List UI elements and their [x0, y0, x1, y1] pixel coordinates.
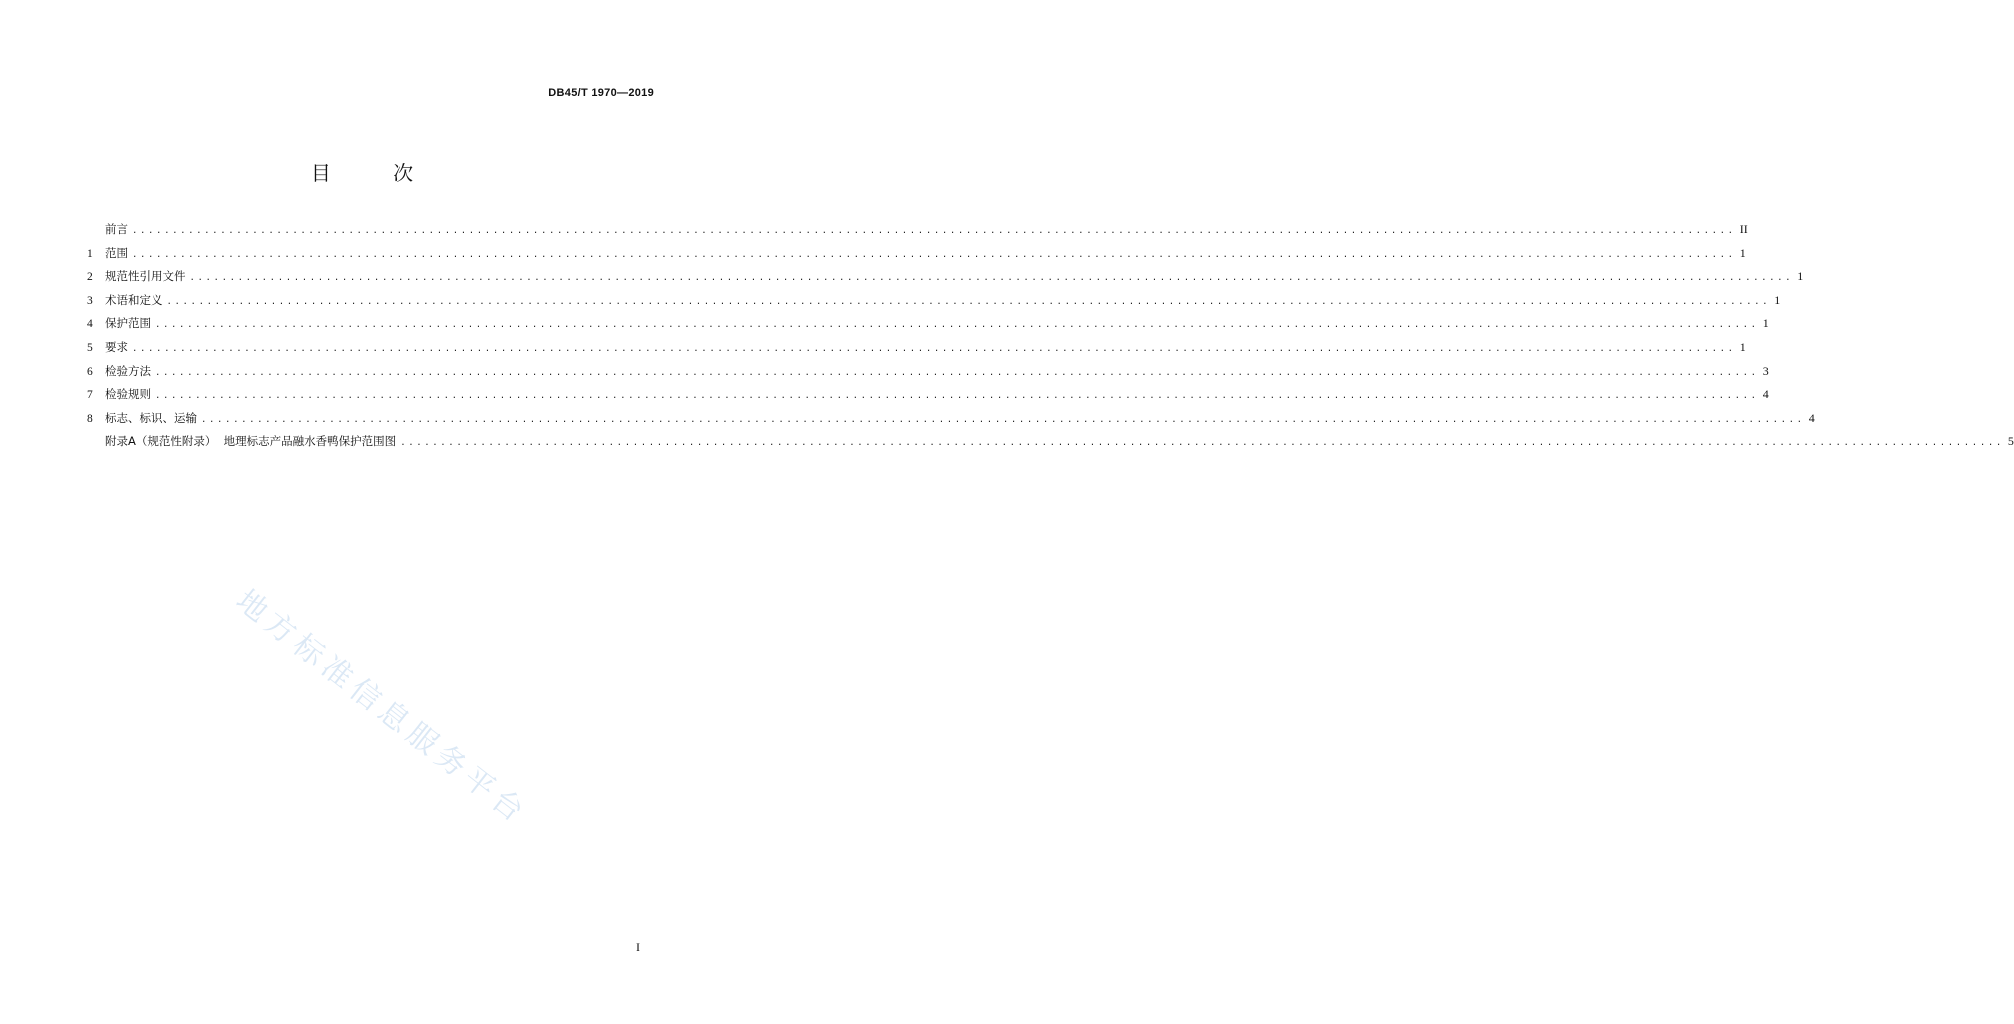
toc-entry-title: 标志、标识、运输: [105, 410, 197, 425]
toc-entry-page: 1: [1797, 269, 1804, 284]
toc-entry-number: 1: [87, 247, 93, 260]
toc-leader-dots: ........................................................................................................................................................................................................: [132, 226, 1736, 236]
watermark: 地方标准信息服务平台: [229, 583, 535, 833]
toc-entry-annex-a[interactable]: [87, 430, 2014, 454]
toc-entry-title: 范围: [105, 245, 128, 260]
toc-entry-page: 1: [1762, 316, 1769, 331]
toc-entry-number: 8: [87, 412, 93, 425]
toc-entry-foreword[interactable]: [87, 218, 1748, 242]
toc-entry-requirements[interactable]: [87, 336, 1746, 360]
toc-entry-scope[interactable]: [87, 242, 1746, 266]
toc-entry-title: 检验方法: [105, 363, 151, 378]
toc-entry-page: 4: [1762, 387, 1769, 402]
toc-entry-number: 7: [87, 389, 93, 402]
page-number: I: [636, 940, 640, 954]
toc-entry-title: 术语和定义: [105, 292, 163, 307]
toc-entry-page: 1: [1739, 339, 1746, 354]
toc-entry-title: 要求: [105, 339, 128, 354]
toc-entry-title: 保护范围: [105, 316, 151, 331]
toc-entry-page: 4: [1808, 410, 1815, 425]
toc-entry-number: 3: [87, 294, 93, 307]
toc-entry-inspection-rules[interactable]: [87, 383, 1769, 407]
toc-leader-dots: ........................................................................................................................................................................................................: [166, 296, 1771, 307]
toc-entry-protection-scope[interactable]: [87, 312, 1769, 336]
toc-entry-normative-references[interactable]: [87, 265, 1804, 289]
toc-entry-number: 6: [87, 365, 93, 378]
toc-entry-page: 3: [1762, 363, 1769, 378]
toc-entry-number: 2: [87, 271, 93, 284]
table-of-contents: [87, 218, 2014, 454]
toc-leader-dots: ........................................................................................................................................................................................................: [201, 414, 1805, 425]
toc-entry-title: 规范性引用文件: [105, 269, 186, 284]
toc-entry-title: 前言: [105, 222, 128, 236]
toc-entry-number: 4: [87, 318, 93, 331]
toc-leader-dots: ........................................................................................................................................................................................................: [155, 391, 1759, 402]
toc-entry-page: 5: [2007, 434, 2014, 449]
toc-entry-page: 1: [1774, 292, 1781, 307]
toc-entry-terms-definitions[interactable]: [87, 289, 1781, 313]
toc-leader-dots: ........................................................................................................................................................................................................: [155, 320, 1759, 331]
toc-leader-dots: ........................................................................................................................................................................................................: [132, 249, 1736, 260]
toc-leader-dots: ........................................................................................................................................................................................................: [400, 438, 2004, 449]
toc-leader-dots: ........................................................................................................................................................................................................: [132, 343, 1736, 354]
toc-title: 目 次: [310, 161, 442, 185]
standard-code: DB45/T 1970—2019: [548, 87, 654, 99]
toc-entry-page: 1: [1739, 245, 1746, 260]
toc-entry-title: 附录A（规范性附录） 地理标志产品融水香鸭保护范围图: [105, 434, 397, 449]
toc-entry-page: II: [1739, 222, 1748, 236]
toc-entry-test-methods[interactable]: [87, 360, 1769, 384]
toc-entry-marking-labeling-transport[interactable]: [87, 407, 1815, 431]
toc-entry-number: 5: [87, 341, 93, 354]
toc-leader-dots: ........................................................................................................................................................................................................: [155, 367, 1759, 378]
toc-leader-dots: ........................................................................................................................................................................................................: [189, 273, 1794, 284]
toc-entry-title: 检验规则: [105, 387, 151, 402]
